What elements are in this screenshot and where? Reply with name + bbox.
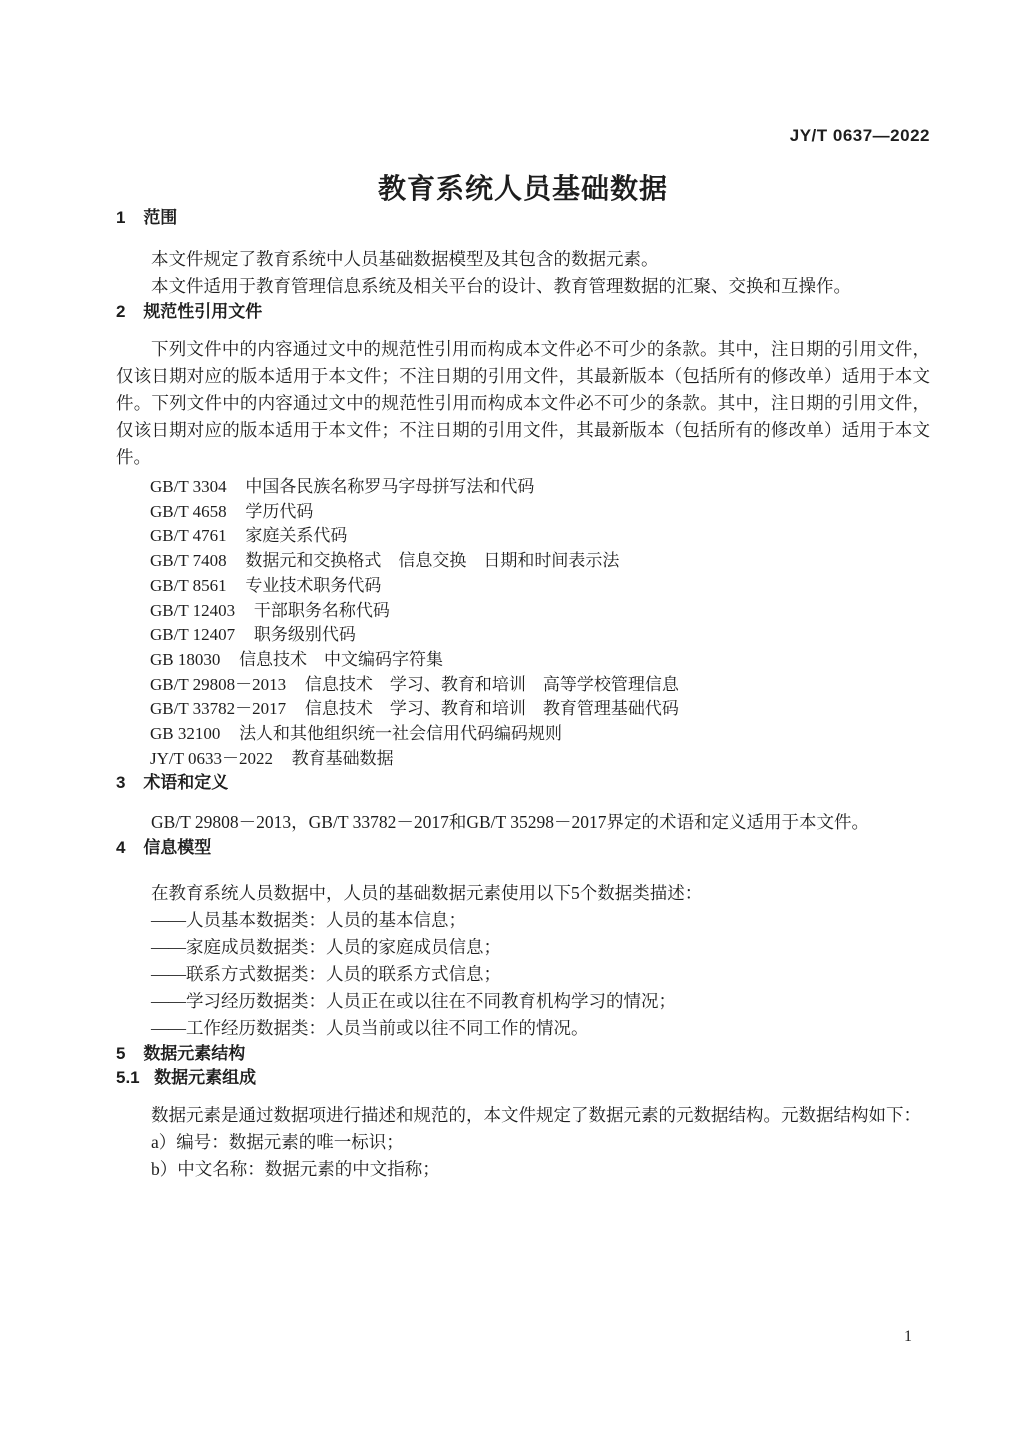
reference-item: [116, 623, 930, 648]
letter-list-item: b）中文名称：数据元素的中文指称；: [151, 1159, 440, 1180]
reference-item: [116, 599, 930, 624]
section-5-number: 5: [116, 1044, 126, 1064]
section-4-title: 信息模型: [143, 838, 212, 858]
dash-list-item: ——家庭成员数据类：人员的家庭成员信息；: [151, 937, 501, 958]
reference-title: 教育基础数据: [291, 748, 394, 768]
reference-code: GB/T 12407: [150, 625, 236, 645]
reference-item: [116, 524, 930, 549]
reference-code: GB/T 7408: [150, 551, 227, 571]
reference-code: GB/T 4761: [150, 526, 227, 546]
reference-item: [116, 722, 930, 747]
letter-list-item: a）编号：数据元素的唯一标识；: [151, 1132, 404, 1153]
reference-item: [116, 574, 930, 599]
doc-number: JY/T 0637—2022: [789, 126, 930, 145]
reference-item: [116, 747, 930, 772]
section-2-paragraph: 下列文件中的内容通过文中的规范性引用而构成本文件必不可少的条款。其中，注日期的引用文件，仅该日期对应的版本适用于本文件；不注日期的引用文件，其最新版本（包括所有的修改单）适用于本文件。下列文件中的内容通过文中的规范性引用而构成本文件必不可少的条款。其中，注日期的引用文件，仅该日期对应的版本适用于本文件；不注日期的引用文件，其最新版本（包括所有的修改单）适用于本文件。: [116, 339, 930, 467]
reference-code: GB/T 29808－2013: [150, 674, 287, 694]
reference-code: GB/T 12403: [150, 600, 236, 620]
reference-title: 信息技术 学习、教育和培训 高等学校管理信息: [304, 674, 679, 694]
section-1-heading: [116, 206, 930, 230]
section-3-number: 3: [116, 773, 126, 793]
section-1-paragraph: 本文件规定了教育系统中人员基础数据模型及其包含的数据元素。: [151, 249, 659, 269]
section-5-1-intro: 数据元素是通过数据项进行描述和规范的，本文件规定了数据元素的元数据结构。元数据结构如下：: [151, 1105, 921, 1126]
doc-title: 教育系统人员基础数据: [377, 173, 668, 204]
reference-code: GB/T 3304: [150, 477, 227, 496]
section-5-1-number: 5.1: [116, 1068, 140, 1088]
reference-title: 信息技术 学习、教育和培训 教育管理基础代码: [304, 699, 679, 719]
reference-code: JY/T 0633－2022: [150, 748, 273, 768]
dash-list-item: ——工作经历数据类：人员当前或以往不同工作的情况。: [151, 1018, 589, 1039]
reference-item: [116, 697, 930, 722]
dash-list-item: ——人员基本数据类：人员的基本信息；: [151, 910, 466, 931]
data-class-list: [116, 907, 930, 1042]
reference-item: [116, 648, 930, 673]
section-4-heading: [116, 836, 930, 860]
reference-title: 法人和其他组织统一社会信用代码编码规则: [239, 724, 563, 744]
reference-item: [116, 475, 930, 500]
reference-title: 中国各民族名称罗马字母拼写法和代码: [245, 477, 535, 496]
reference-title: 家庭关系代码: [245, 526, 348, 546]
reference-item: [116, 673, 930, 698]
section-1-title: 范围: [143, 208, 178, 227]
section-3-heading: [116, 771, 930, 795]
reference-title: 干部职务名称代码: [253, 600, 390, 620]
section-5-1-heading: [116, 1066, 930, 1090]
section-1-paragraph: 本文件适用于教育管理信息系统及相关平台的设计、教育管理数据的汇聚、交换和互操作。: [151, 276, 851, 296]
reference-code: GB/T 4658: [150, 501, 227, 521]
dash-list-item: ——学习经历数据类：人员正在或以往在不同教育机构学习的情况；: [151, 991, 676, 1012]
reference-code: GB/T 33782－2017: [150, 699, 287, 719]
reference-item: [116, 500, 930, 525]
reference-title: 数据元和交换格式 信息交换 日期和时间表示法: [245, 551, 620, 571]
section-2-heading: [116, 300, 930, 324]
reference-title: 职务级别代码: [253, 625, 356, 645]
reference-code: GB 18030: [150, 649, 221, 669]
section-3-paragraph: GB/T 29808－2013，GB/T 33782－2017和GB/T 35298－2017界定的术语和定义适用于本文件。: [151, 812, 870, 833]
page-number: 1: [904, 1328, 912, 1345]
section-4-intro: 在教育系统人员数据中，人员的基础数据元素使用以下5个数据类描述：: [151, 883, 703, 904]
reference-item: [116, 549, 930, 574]
reference-title: 学历代码: [245, 501, 314, 521]
section-5-title: 数据元素结构: [143, 1044, 246, 1064]
metadata-structure-list: [116, 1129, 930, 1183]
section-5-heading: [116, 1042, 930, 1066]
reference-title: 专业技术职务代码: [245, 575, 382, 595]
reference-title: 信息技术 中文编码字符集: [239, 649, 444, 669]
normative-references-list: [116, 475, 930, 771]
section-5-1-title: 数据元素组成: [154, 1068, 257, 1088]
section-3-title: 术语和定义: [143, 773, 229, 793]
dash-list-item: ——联系方式数据类：人员的联系方式信息；: [151, 964, 501, 985]
section-2-title: 规范性引用文件: [143, 302, 263, 321]
section-4-number: 4: [116, 838, 126, 858]
section-1-number: 1: [116, 208, 126, 227]
reference-code: GB 32100: [150, 724, 221, 744]
section-2-number: 2: [116, 302, 126, 321]
reference-code: GB/T 8561: [150, 575, 227, 595]
